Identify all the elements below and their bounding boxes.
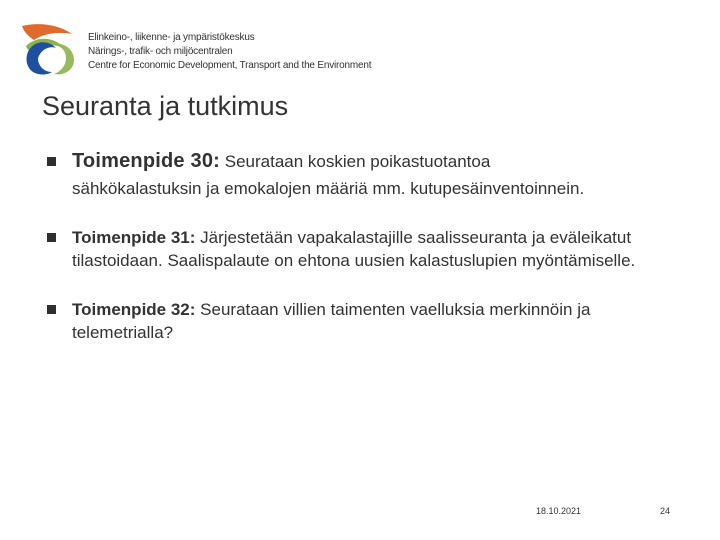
bullet-text: Seurataan koskien poikastuotantoa <box>220 152 491 171</box>
org-name-swedish: Närings-, trafik- och miljöcentralen <box>88 46 233 57</box>
bullet-item-32 <box>45 298 695 344</box>
bullet-text: Järjestetään vapakalastajille saalisseuranta ja eväleikatut tilastoidaan. Saalispalaute on ehtona uusien kalastuslupien myöntämiselle. <box>72 228 636 270</box>
bullet-label: Toimenpide 31: <box>72 228 196 247</box>
logo-mark-icon <box>18 18 80 80</box>
bullet-list <box>45 150 695 344</box>
bullet-label: Toimenpide 32: <box>72 300 196 319</box>
bullet-text: Seurataan villien taimenten vaelluksia merkinnöin ja telemetrialla? <box>72 300 591 342</box>
page-number: 24 <box>660 506 671 516</box>
square-bullet-icon <box>47 233 56 242</box>
org-name-english: Centre for Economic Development, Transport and the Environment <box>88 60 372 71</box>
square-bullet-icon <box>47 305 56 314</box>
ely-centre-logo <box>18 18 80 80</box>
organization-name <box>88 31 371 73</box>
bullet-text-continued: sähkökalastuksin ja emokalojen määriä mm. kutupesäinventoinnein. <box>72 179 585 198</box>
bullet-item-30 <box>45 150 695 200</box>
square-bullet-icon <box>47 157 56 166</box>
footer-date: 18.10.2021 <box>536 506 582 516</box>
bullet-label: Toimenpide 30: <box>72 150 221 172</box>
org-name-finnish: Elinkeino-, liikenne- ja ympäristökeskus <box>88 32 255 43</box>
bullet-item-31 <box>45 226 695 272</box>
slide-title: Seuranta ja tutkimus <box>42 91 289 121</box>
